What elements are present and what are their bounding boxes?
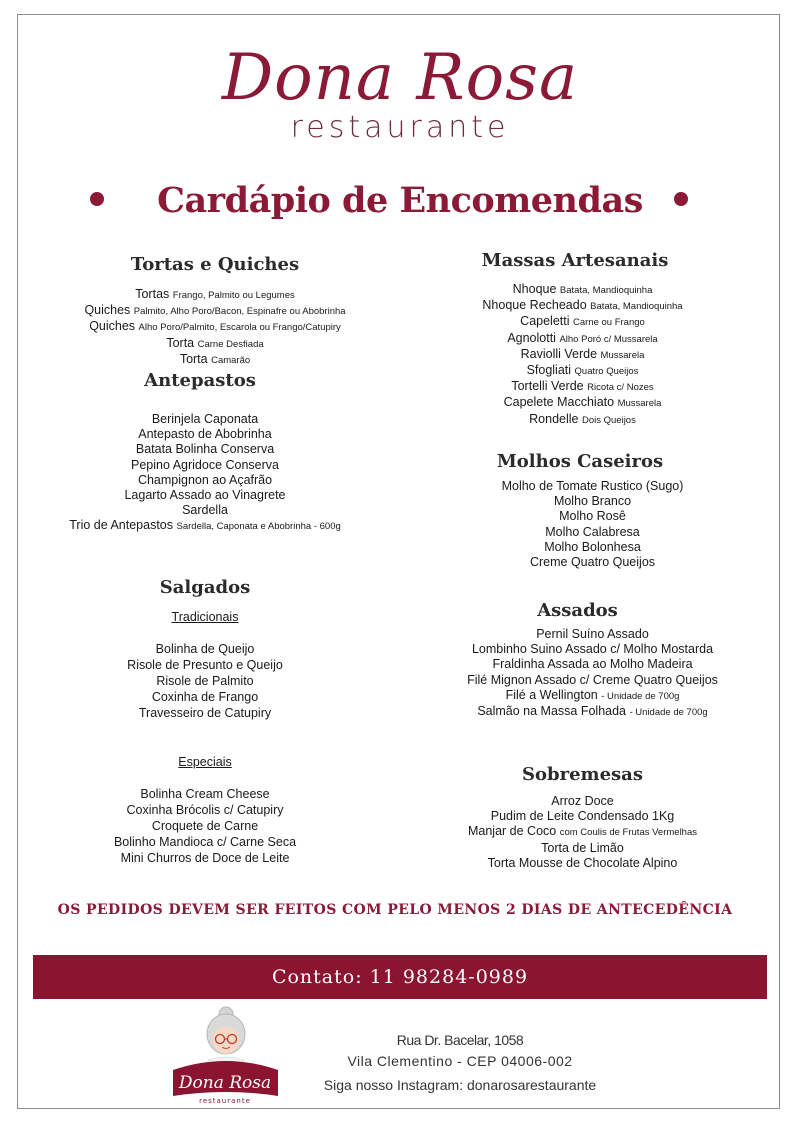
menu-item: Mini Churros de Doce de Leite bbox=[120, 851, 290, 865]
menu-item: Lagarto Assado ao Vinagrete bbox=[124, 488, 286, 503]
menu-item: Lombinho Suino Assado c/ Molho Mostarda bbox=[471, 642, 714, 657]
section-title-salgados: Salgados bbox=[159, 577, 251, 598]
bullet-right-icon bbox=[674, 192, 688, 206]
brand-logo bbox=[200, 38, 600, 150]
svg-text:Dona Rosa: Dona Rosa bbox=[178, 1073, 272, 1093]
menu-item: Rondelle Dois Queijos bbox=[529, 411, 636, 426]
menu-item: Molho de Tomate Rustico (Sugo) bbox=[501, 479, 684, 493]
menu-item: Bolinha de Queijo bbox=[155, 642, 255, 656]
menu-item: Torta de Limão bbox=[541, 840, 624, 855]
spacer bbox=[60, 770, 350, 786]
order-notice: OS PEDIDOS DEVEM SER FEITOS COM PELO MENOS 2 DIAS DE ANTECEDÊNCIA bbox=[57, 902, 733, 918]
menu-item: Quiches Alho Poro/Palmito, Escarola ou Frango/Catupiry bbox=[89, 319, 341, 334]
page-title-row bbox=[60, 170, 740, 230]
section-salgados bbox=[60, 609, 350, 721]
menu-item: Bolinha Cream Cheese bbox=[140, 787, 270, 801]
spacer bbox=[60, 625, 350, 641]
section-tortas bbox=[40, 287, 390, 368]
menu-item: Quiches Palmito, Alho Poro/Bacon, Espinafre ou Abobrinha bbox=[84, 303, 346, 318]
brand-name: Dona Rosa bbox=[221, 41, 579, 115]
menu-item: Batata Bolinha Conserva bbox=[135, 442, 275, 457]
menu-item: Pudim de Leite Condensado 1Kg bbox=[490, 809, 675, 824]
menu-item: Molho Branco bbox=[553, 494, 632, 509]
menu-item: Fraldinha Assada ao Molho Madeira bbox=[492, 657, 693, 672]
menu-item: Torta Camarão bbox=[179, 351, 251, 366]
section-sobremesas bbox=[440, 794, 725, 871]
menu-item: Tortas Frango, Palmito ou Legumes bbox=[135, 287, 295, 301]
menu-item: Berinjela Caponata bbox=[151, 412, 259, 426]
menu-item: Antepasto de Abobrinha bbox=[138, 427, 272, 442]
menu-item: Manjar de Coco com Coulis de Frutas Vermelhas bbox=[467, 824, 697, 839]
menu-item: Salmão na Massa Folhada - Unidade de 700g bbox=[477, 704, 708, 719]
address-neighborhood: Vila Clementino - CEP 04006-002 bbox=[347, 1053, 573, 1069]
menu-item: Molho Bolonhesa bbox=[544, 539, 641, 554]
section-title-assados: Assados bbox=[537, 600, 618, 621]
contact-phone[interactable]: Contato: 11 98284-0989 bbox=[271, 966, 529, 988]
menu-item: Risole de Presunto e Queijo bbox=[127, 658, 283, 672]
menu-item: Sfogliati Quatro Queijos bbox=[526, 363, 639, 378]
menu-item: Bolinho Mandioca c/ Carne Seca bbox=[113, 835, 297, 849]
menu-item: Filé a Wellington - Unidade de 700g bbox=[505, 687, 680, 702]
address-block bbox=[300, 1030, 620, 1096]
menu-item: Champignon ao Açafrão bbox=[137, 472, 273, 487]
menu-item: Pepino Agridoce Conserva bbox=[130, 457, 279, 472]
footer-logo bbox=[168, 1004, 283, 1106]
svg-text:restaurante: restaurante bbox=[199, 1097, 251, 1105]
instagram-handle[interactable]: Siga nosso Instagram: donarosarestaurante bbox=[323, 1077, 597, 1093]
menu-item: Molho Rosê bbox=[559, 509, 626, 524]
menu-item: Molho Calabresa bbox=[545, 524, 640, 539]
section-salgados-especiais bbox=[60, 754, 350, 866]
menu-item: Torta Mousse de Chocolate Alpino bbox=[487, 855, 678, 870]
menu-item: Travesseiro de Catupiry bbox=[138, 706, 272, 720]
subsection-tradicionais: Tradicionais bbox=[171, 610, 239, 624]
grandma-avatar-icon bbox=[168, 1004, 283, 1106]
section-massas bbox=[440, 282, 725, 428]
menu-item: Capeletti Carne ou Frango bbox=[520, 314, 645, 329]
menu-item: Nhoque Batata, Mandioquinha bbox=[512, 282, 653, 296]
menu-item: Croquete de Carne bbox=[151, 819, 259, 833]
menu-item: Torta Carne Desfiada bbox=[166, 335, 264, 350]
menu-item: Nhoque Recheado Batata, Mandioquinha bbox=[482, 298, 683, 313]
menu-item: Tortelli Verde Ricota c/ Nozes bbox=[511, 379, 654, 394]
menu-item: Raviolli Verde Mussarela bbox=[520, 346, 645, 361]
page-title: Cardápio de Encomendas bbox=[157, 179, 643, 221]
section-title-massas: Massas Artesanais bbox=[481, 250, 669, 271]
brand-subtitle: restaurante bbox=[290, 110, 510, 145]
menu-item: Creme Quatro Queijos bbox=[529, 555, 656, 570]
bullet-left-icon bbox=[90, 192, 104, 206]
section-molhos bbox=[450, 479, 735, 570]
section-title-tortas: Tortas e Quiches bbox=[130, 254, 300, 275]
contact-bar bbox=[33, 955, 767, 999]
menu-item: Filé Mignon Assado c/ Creme Quatro Queijos bbox=[467, 672, 718, 687]
address-street: Rua Dr. Bacelar, 1058 bbox=[396, 1032, 524, 1048]
menu-item: Trio de Antepastos Sardella, Caponata e Abobrinha - 600g bbox=[69, 518, 341, 533]
section-assados bbox=[440, 627, 745, 720]
menu-item: Pernil Suíno Assado bbox=[536, 627, 649, 641]
menu-item: Coxinha de Frango bbox=[151, 690, 259, 704]
section-title-antepastos: Antepastos bbox=[144, 370, 256, 391]
menu-item: Arroz Doce bbox=[551, 794, 614, 808]
subsection-especiais: Especiais bbox=[178, 755, 232, 769]
section-title-molhos: Molhos Caseiros bbox=[496, 451, 664, 472]
menu-item: Coxinha Brócolis c/ Catupiry bbox=[126, 803, 284, 817]
menu-item: Agnolotti Alho Poró c/ Mussarela bbox=[507, 330, 658, 345]
menu-item: Sardella bbox=[182, 503, 228, 518]
section-antepastos bbox=[40, 412, 370, 535]
menu-item: Capelete Macchiato Mussarela bbox=[503, 395, 662, 410]
section-title-sobremesas: Sobremesas bbox=[522, 764, 643, 785]
menu-item: Risole de Palmito bbox=[156, 674, 254, 688]
